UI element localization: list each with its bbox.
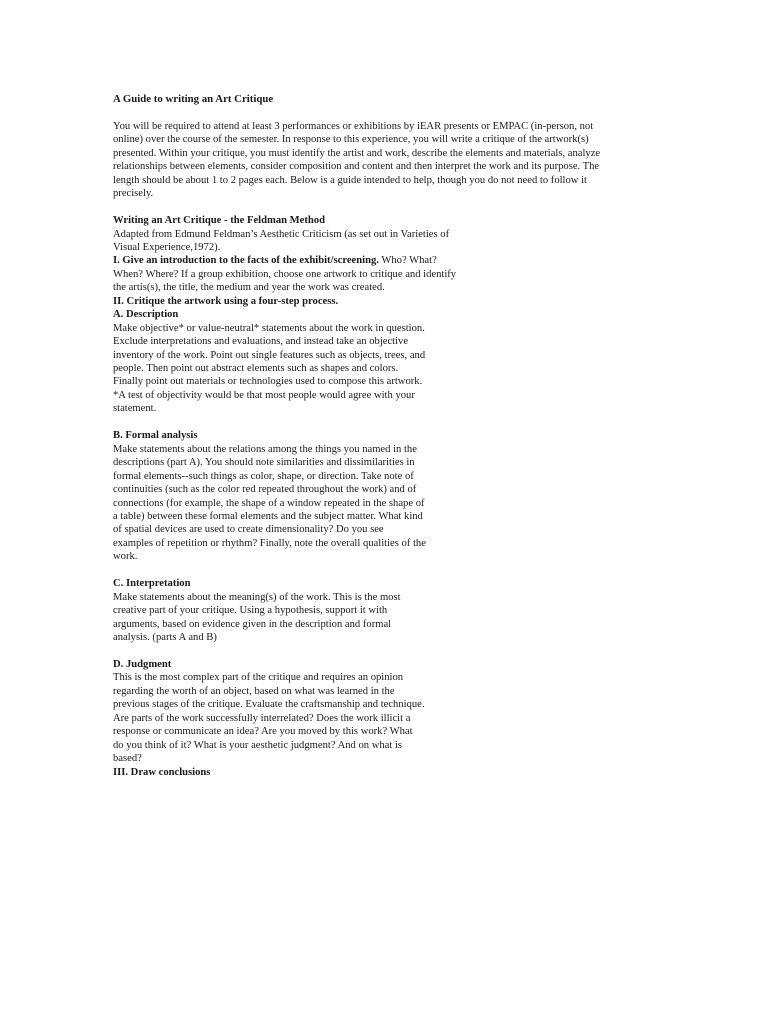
text-line: descriptions (part A). You should note similarities and dissimilarities in [113, 457, 415, 469]
text-line: based? [113, 753, 142, 765]
text-line: regarding the worth of an object, based on what was learned in the [113, 685, 395, 697]
text-line: Are parts of the work successfully interrelated? Does the work illicit a [113, 712, 411, 724]
text-line: This is the most complex part of the critique and requires an opinion [113, 672, 404, 684]
text-line: of spatial devices are used to create dimensionality? Do you see [113, 524, 384, 536]
text-line: inventory of the work. Point out single features such as objects, trees, and [113, 349, 426, 361]
text-line: examples of repetition or rhythm? Finally, note the overall qualities of the [113, 537, 426, 549]
text-line: Exclude interpretations and evaluations, and instead take an objective [113, 336, 409, 348]
text-line: analysis. (parts A and B) [113, 632, 217, 644]
text-line: online) over the course of the semester. In response to this experience, you will write a critique of the artwork(s) [113, 134, 589, 146]
section-heading: D. Judgment [113, 658, 172, 670]
text-line: connections (for example, the shape of a window repeated in the shape of [113, 497, 425, 509]
text-line: presented. Within your critique, you must identify the artist and work, describe the elements and materials, analyze [113, 147, 601, 159]
text-line: Make statements about the meaning(s) of the work. This is the most [113, 591, 401, 603]
text-line: length should be about 1 to 2 pages each. Below is a guide intended to help, though you do not need to follow it [113, 174, 587, 186]
section-formal-analysis [113, 429, 768, 564]
method-heading: Writing an Art Critique - the Feldman Method [113, 215, 325, 227]
text-line: a table) between these formal elements and the subject matter. What kind [113, 511, 423, 522]
text-line: statement. [113, 403, 157, 415]
text-line: Make statements about the relations among the things you named in the [113, 443, 417, 455]
step-one-heading: I. Give an introduction to the facts of the exhibit/screening. [113, 255, 379, 267]
text-line: Make objective* or value-neutral* statements about the work in question. [113, 322, 425, 334]
step-two-heading: II. Critique the artwork using a four-step process. [113, 295, 339, 307]
step-one-line [113, 254, 768, 267]
text-line: formal elements--such things as color, shape, or direction. Take note of [113, 470, 414, 482]
text-line: precisely. [113, 188, 154, 200]
section-judgment [113, 658, 768, 766]
section-interpretation [113, 577, 768, 644]
text-line: When? Where? If a group exhibition, choose one artwork to critique and identify [113, 268, 457, 280]
text-line: people. Then point out abstract elements such as shapes and colors. [113, 363, 399, 375]
document-title: A Guide to writing an Art Critique [113, 93, 274, 105]
section-description [113, 308, 768, 416]
text-line: continuities (such as the color red repeated throughout the work) and of [113, 484, 417, 496]
adapted-line: Visual Experience,1972). [113, 241, 221, 253]
text-line: relationships between elements, consider composition and content and then interpret the work and its purpose. The [113, 161, 600, 173]
text-line: previous stages of the critique. Evaluate the craftsmanship and technique. [113, 699, 425, 711]
section-heading: C. Interpretation [113, 578, 191, 590]
text-line: work. [113, 551, 138, 563]
text-line: the artis(s), the title, the medium and year the work was created. [113, 282, 385, 294]
adapted-line: Adapted from Edmund Feldman’s Aesthetic Criticism (as set out in Varieties of [113, 228, 450, 240]
text-line: do you think of it? What is your aesthetic judgment? And on what is [113, 739, 403, 751]
text-line: arguments, based on evidence given in the description and formal [113, 618, 392, 630]
section-heading: B. Formal analysis [113, 430, 198, 442]
text-line: creative part of your critique. Using a hypothesis, support it with [113, 605, 388, 617]
step-one-text: Who? What? [378, 255, 437, 267]
step-three-heading: III. Draw conclusions [113, 766, 211, 778]
section-heading: A. Description [113, 309, 179, 321]
text-line: You will be required to attend at least 3 performances or exhibitions by iEAR presents or EMPAC (in-person, not [113, 120, 594, 132]
intro-paragraph [113, 120, 768, 201]
text-line: *A test of objectivity would be that most people would agree with your [113, 389, 415, 401]
text-line: response or communicate an idea? Are you moved by this work? What [113, 726, 413, 738]
text-line: Finally point out materials or technologies used to compose this artwork. [113, 376, 423, 388]
